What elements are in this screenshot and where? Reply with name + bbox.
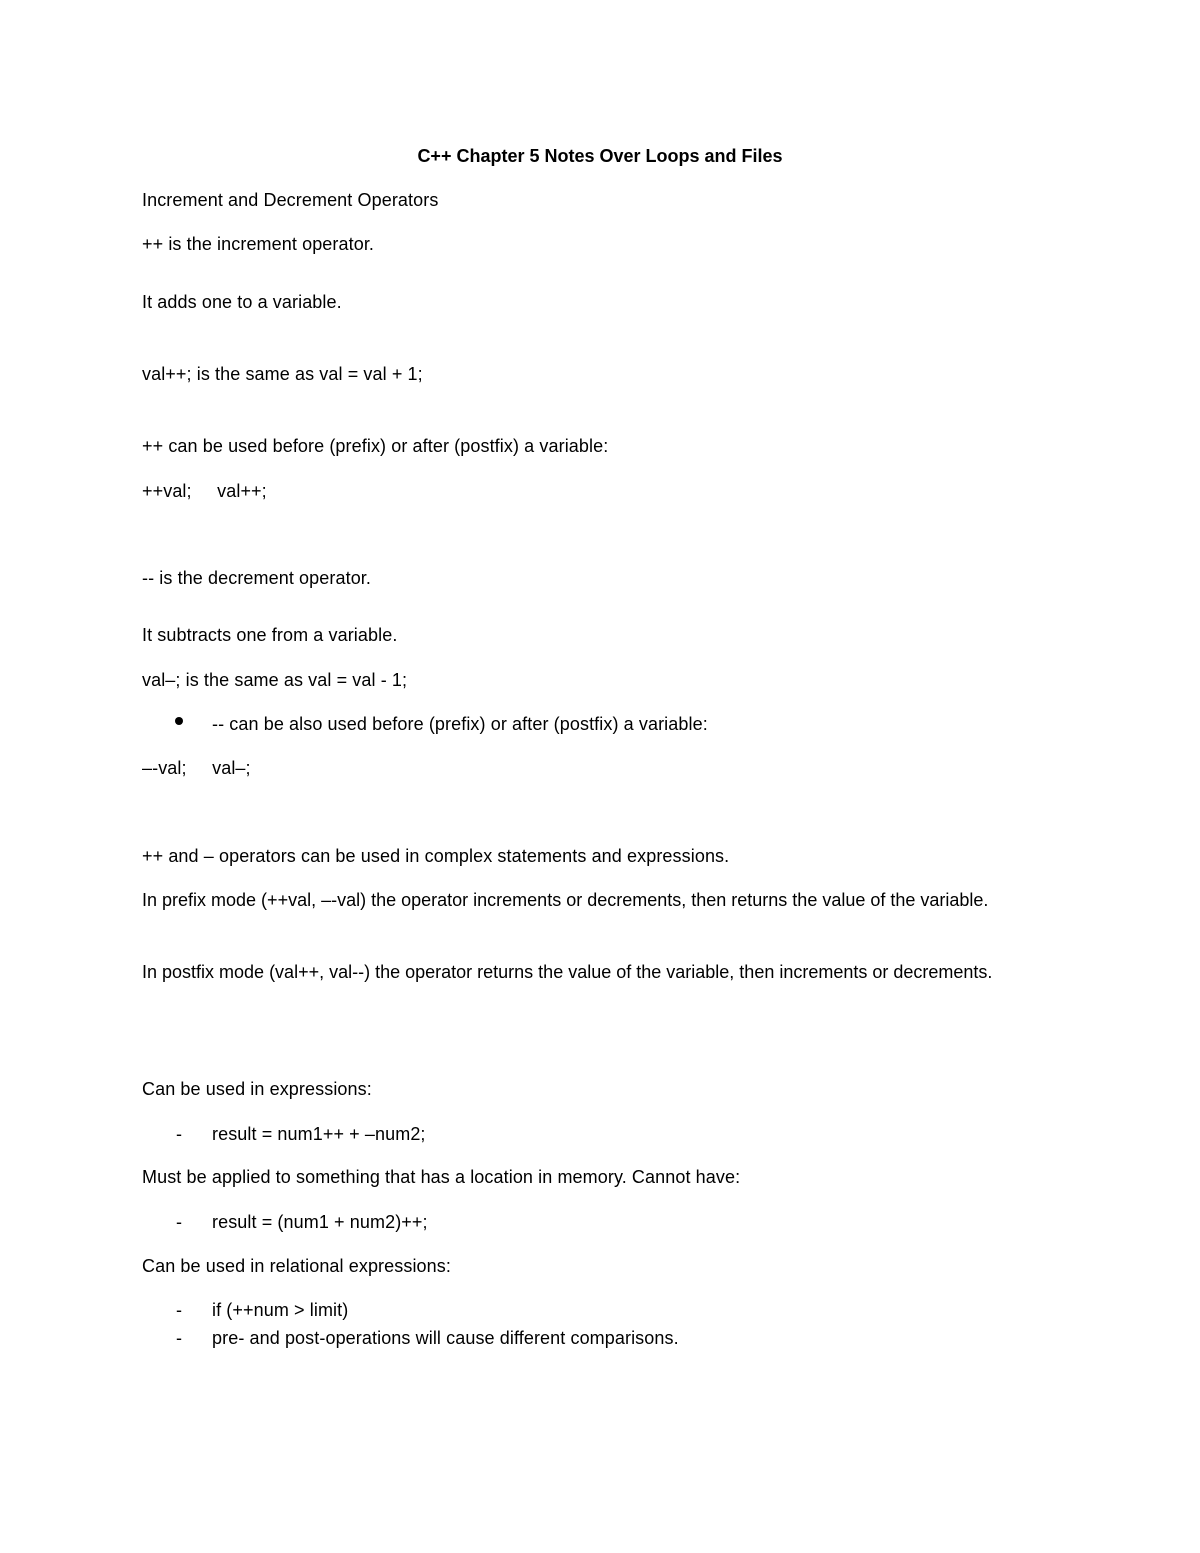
code-line: result = num1++ + –num2; xyxy=(212,1124,426,1144)
code-line: –-val; val–; xyxy=(142,758,251,778)
bullet-text: -- can be also used before (prefix) or after (postfix) a variable: xyxy=(212,714,708,734)
dash-bullet: - xyxy=(176,1300,182,1320)
text-line: ++ is the increment operator. xyxy=(142,234,375,254)
dash-bullet: - xyxy=(176,1212,182,1232)
dash-bullet: - xyxy=(176,1328,182,1348)
text-line: Can be used in expressions: xyxy=(142,1079,372,1099)
page-title: C++ Chapter 5 Notes Over Loops and Files xyxy=(417,146,783,166)
text-line: ++ can be used before (prefix) or after (postfix) a variable: xyxy=(142,436,609,456)
paragraph: In postfix mode (val++, val--) the operator returns the value of the variable, then increments or decrements. xyxy=(142,962,993,982)
text-line: Must be applied to something that has a location in memory. Cannot have: xyxy=(142,1167,741,1187)
code-line: result = (num1 + num2)++; xyxy=(212,1212,428,1232)
text-line: ++ and – operators can be used in complex statements and expressions. xyxy=(142,846,730,866)
bullet-dot-icon xyxy=(175,717,183,725)
text-line: val++; is the same as val = val + 1; xyxy=(142,364,423,384)
text-line: val–; is the same as val = val - 1; xyxy=(142,670,408,690)
paragraph: In prefix mode (++val, –-val) the operator increments or decrements, then returns the value of the variable. xyxy=(142,890,989,910)
text-line: -- is the decrement operator. xyxy=(142,568,372,588)
bullet-text: pre- and post-operations will cause different comparisons. xyxy=(212,1328,679,1348)
code-line: if (++num > limit) xyxy=(212,1300,349,1320)
section-heading: Increment and Decrement Operators xyxy=(142,190,439,210)
text-line: It adds one to a variable. xyxy=(142,292,342,312)
text-line: Can be used in relational expressions: xyxy=(142,1256,451,1276)
dash-bullet: - xyxy=(176,1124,182,1144)
code-line: ++val; val++; xyxy=(142,481,267,501)
text-line: It subtracts one from a variable. xyxy=(142,625,398,645)
